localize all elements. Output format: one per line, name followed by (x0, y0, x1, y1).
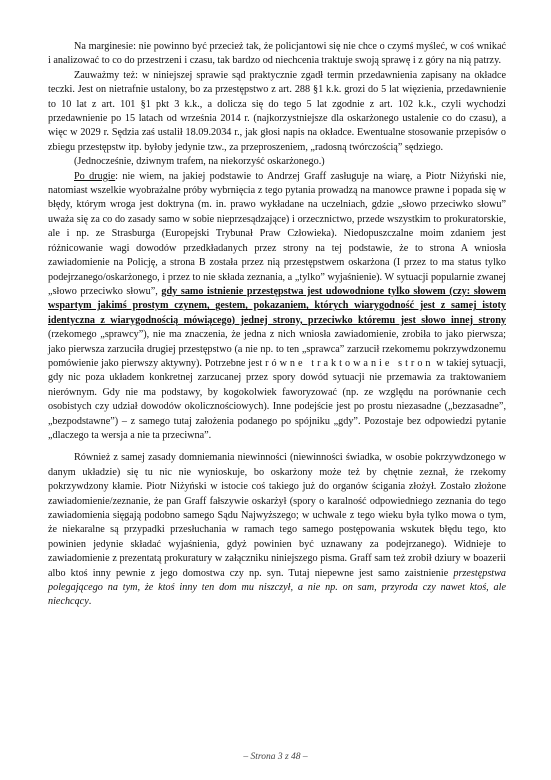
paragraph-text: w takiej sytuacji, gdy nic poza układem konkretnej zarzucanej przez spory dowód sytuacji nie przemawia za traktowaniem nierównym. Gdy nie ma podstawy, by kogokolwiek faworyzować (np. ze względu na porównanie cech osobistych czy udział dowodów okolicznościowych). Inne podejście jest po prostu niezasadne („bezzasadne”, „bezpodstawne”) – z samego tutaj założenia podanego po spójniku „gdy”. Pozostaje bez odpowiedzi pytanie „dlaczego ta wersja a nie ta przeciwna”. (48, 357, 506, 441)
paragraph-aside (48, 155, 506, 169)
paragraph-text: Zauważmy też: w niniejszej sprawie sąd praktycznie zgadł termin przedawnienia zapisany na okładce teczki. Jest on nietrafnie ustalony, bo za przestępstwo z art. 288 §1 k.k. grozi do 5 lat więzienia, przedawnienie to 10 lat z art. 101 §1 pkt 3 k.k., a dolicza się do tego 5 lat zgodnie z art. 102 k.k., czyli wychodzi przedawnienie po 15 latach od września 2014 r. (najkorzystniejsze dla oskarżonego ustalenie co do czasu), a więc w 2029 r. Sędzia zaś ustalił 18.09.2034 r., jak głosi napis na okładce. Ewentualne stosowanie przepisów o zbiegu przestępstw itp. byłoby jedynie tzw., za przeproszeniem, „radosną twórczością” sędziego. (48, 69, 506, 153)
paragraph-presumption (48, 451, 506, 609)
paragraph-text: (rzekomego „sprawcy”), nie ma znaczenia, że jedna z nich wniosła zawiadomienie, zrobiła to jako pierwsza; jako pierwsza zarzuciła drugiej przestępstwo (a nie np. to ten „sprawca” zarzucił rzekomemu pokrzywdzonemu pomówienie jako pierwszy aktywny). Potrzebne jest (48, 329, 506, 369)
italic-emphasis: przestępstwa polegającego na tym, że ktoś inny ten dom mu niszczył, a nie np. on sam, przyroda czy nawet ktoś, ale niechcący (48, 567, 506, 608)
paragraph-text: (Jednocześnie, dziwnym trafem, na niekorzyść oskarżonego.) (74, 156, 325, 168)
bold-underlined-thesis: gdy samo istnienie przestępstwa jest udowodnione tylko słowem (czy: słowem wspartym jakimś prostym czynem, gestem, pokazaniem, których wiarygodność jest z samej istoty identyczna z wiarygodnością mówiącego) jednej strony, przeciwko któremu jest słowo innej strony (48, 285, 506, 326)
paragraph-end: . (88, 596, 92, 608)
paragraph-text: Również z samej zasady domniemania niewinności (niewinności świadka, w osobie pokrzywdzonego w danym układzie) się tu nic nie wynioskuje, bo oskarżony może też by chętnie zeznał, że rzekomy pokrzywdzony kłamie. Piotr Niżyński w istocie coś takiego już do organów ścigania złożył. Zostało złożone zawiadomienie/zeznanie, że pan Graff fałszywie oskarżył (spory o karalność odpowiedniego zeznania do tego zawiadomienia sięgają podobno samego Sądu Najwyższego; w uchwale z tego wieku była tylko mowa o tym, że niekaralne są przypadki przesłuchania w ramach tego samego postępowania wskutek błędu tego, kto powinien jedynie składać wyjaśnienia, gdyż powinien być uznawany za podejrzanego). Widnieje to zawiadomienie z prezentatą prokuratury w załączniku niniejszego pisma. Graff sam też zrobił dziury w boazerii albo ktoś inny pewnie z jego domostwa czy np. syn. Tutaj niepewne jest samo zaistnienie (48, 452, 506, 579)
page-number-footer: – Strona 3 z 48 – (243, 752, 308, 762)
second-point-lead: Po drugie (74, 170, 116, 182)
paragraph-limitation-period (48, 69, 506, 155)
paragraph-margin-note (48, 40, 506, 69)
paragraph-text: Na marginesie: nie powinno być przecież tak, że policjantowi się nie chce o czymś myśleć, w coś wnikać i analizować to co do przestrzeni i czasu, tak bardzo od niechcenia traktuje swoją sprawę i z góry na nią patrzy. (48, 41, 506, 67)
spaced-emphasis: równe traktowanie stron (265, 357, 434, 369)
paragraph-text: : nie wiem, na jakiej podstawie to Andrzej Graff zasługuje na wiarę, a Piotr Niżyński nie, natomiast wszelkie wyobrażalne próby wybrnięcia z tego pytania prowadzą na manowce prawne i popada się w błędy, którym wroga jest doktryna (m. in. prawo wykładane na uczelniach, gdzie „słowo przeciwko słowu” uważa się za co do zasady samo w sobie nieprzesądzające) i orzecznictwo, przede wszystkim to prokuratorskie, ale i np. ze Strasburga (Europejski Trybunał Praw Człowieka). Niedopuszczalne moim zdaniem jest różnicowanie wagi dowodów przedkładanych przez strony na tej podstawie, że to strona A wniosła zawiadomienie na Policję, a strona B została przez nią przestępstwem oskarżona (I przez to ma status tylko podejrzanego/oskarżonego, i przez to nie składa zeznania, a „tylko” wyjaśnienie). W sytuacji popularnie zwanej „słowo przeciwko słowu”, (48, 170, 506, 297)
paragraph-second-point (48, 170, 506, 444)
